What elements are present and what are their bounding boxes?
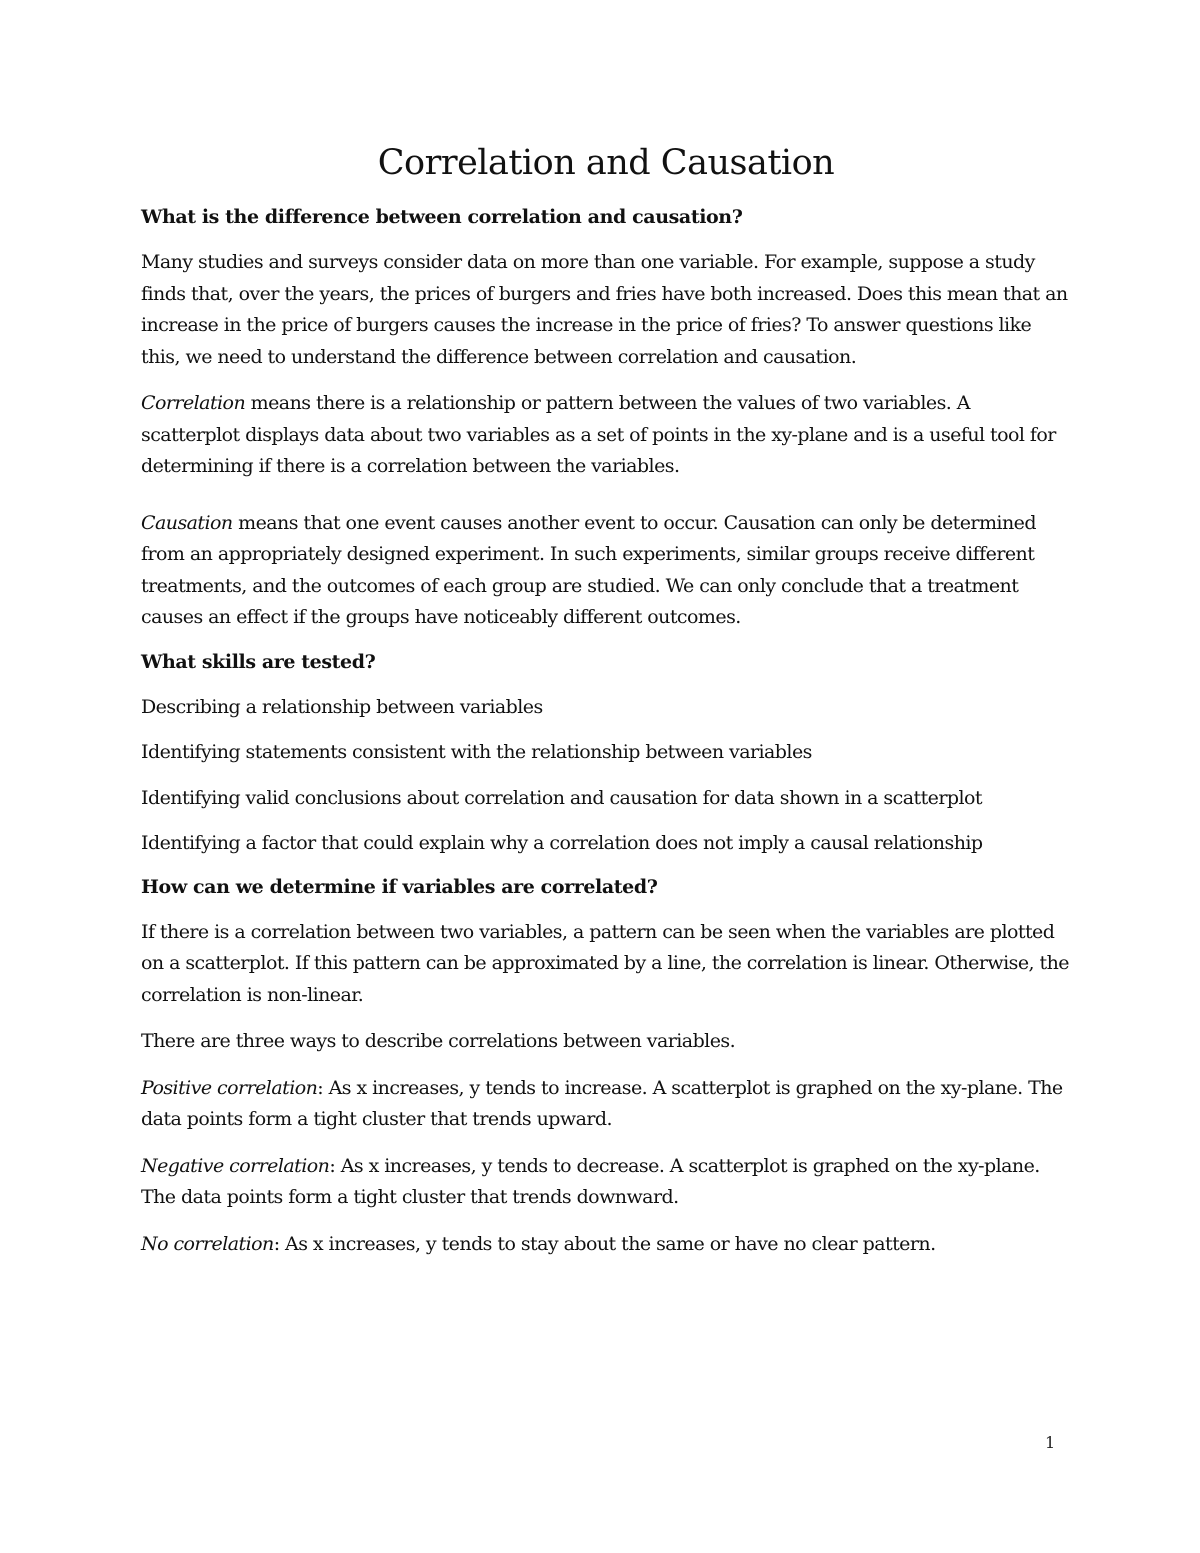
heading-skills: What skills are tested? bbox=[141, 650, 376, 673]
correlation-text: means there is a relationship or pattern between the values of two variables. A scatterplot displays data about two variables as a set of points in the xy-plane and is a useful tool for determining if there is a correlation between the variables. bbox=[141, 392, 1056, 477]
heading-difference: What is the difference between correlation and causation? bbox=[141, 206, 743, 228]
intro-paragraph: Many studies and surveys consider data on more than one variable. For example, suppose a study finds that, over the years, the prices of burgers and fries have both increased. Does this mean that an increase in the price of burgers causes the increase in the price of fries? To answer questions like this, we need to understand the difference between correlation and causation. bbox=[141, 251, 1068, 368]
correlation-definition bbox=[141, 388, 1071, 483]
skill-item: Identifying a factor that could explain why a correlation does not imply a causal relationship bbox=[141, 832, 983, 854]
negative-text: : As x increases, y tends to decrease. A scatterplot is graphed on the xy-plane. The data points form a tight cluster that trends downward. bbox=[141, 1154, 1040, 1208]
three-ways-paragraph: There are three ways to describe correlations between variables. bbox=[141, 1030, 736, 1052]
causation-text: means that one event causes another event to occur. Causation can only be determined from an appropriately designed experiment. In such experiments, similar groups receive different treatments, and the outcomes of each group are studied. We can only conclude that a treatment causes an effect if the groups have noticeably different outcomes. bbox=[141, 511, 1036, 628]
positive-term: Positive correlation bbox=[141, 1076, 318, 1099]
determine-paragraph: If there is a correlation between two variables, a pattern can be seen when the variables are plotted on a scatterplot. If this pattern can be approximated by a line, the correlation is linear. Otherwise, the correlation is non-linear. bbox=[141, 920, 1069, 1006]
positive-text: : As x increases, y tends to increase. A scatterplot is graphed on the xy-plane. The data points form a tight cluster that trends upward. bbox=[141, 1076, 1063, 1130]
causation-term: Causation bbox=[141, 511, 233, 534]
causation-definition bbox=[141, 508, 1071, 634]
none-text: : As x increases, y tends to stay about the same or have no clear pattern. bbox=[273, 1232, 936, 1255]
skill-item: Describing a relationship between variables bbox=[141, 695, 543, 718]
negative-term: Negative correlation bbox=[141, 1154, 330, 1177]
none-term: No correlation bbox=[141, 1232, 274, 1255]
negative-correlation bbox=[141, 1151, 1071, 1214]
skill-item: Identifying statements consistent with the relationship between variables bbox=[141, 741, 812, 763]
page-number: 1 bbox=[1045, 1433, 1056, 1452]
skill-item: Identifying valid conclusions about correlation and causation for data shown in a scatterplot bbox=[141, 786, 983, 809]
page-title: Correlation and Causation bbox=[377, 143, 835, 183]
no-correlation bbox=[141, 1229, 1071, 1261]
heading-determine: How can we determine if variables are correlated? bbox=[141, 875, 658, 898]
positive-correlation bbox=[141, 1073, 1071, 1136]
document-page bbox=[141, 138, 1071, 1275]
correlation-term: Correlation bbox=[141, 392, 246, 414]
